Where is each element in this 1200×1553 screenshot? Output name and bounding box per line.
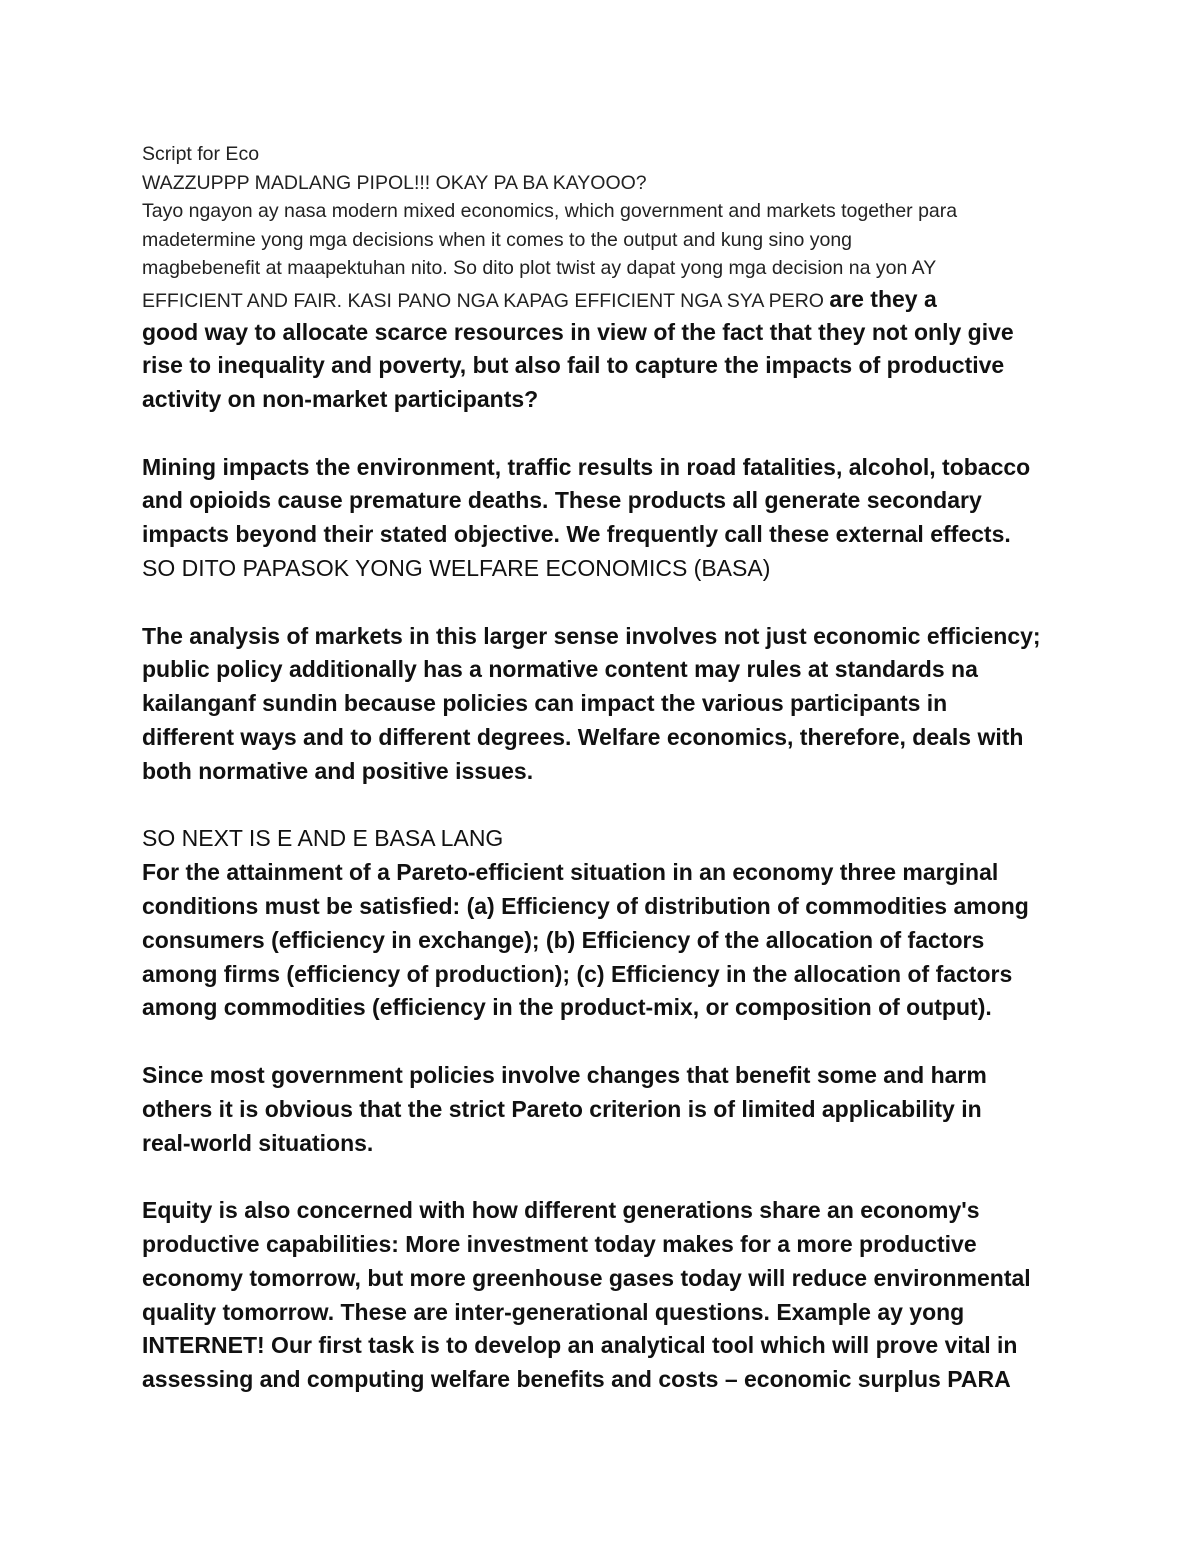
paragraph-gap [142,1025,1072,1059]
paragraph-gap [142,417,1072,451]
paragraph-line: Equity is also concerned with how different generations share an economy's [142,1197,980,1224]
intro-line: madetermine yong mga decisions when it comes to the output and kung sino yong [142,228,853,251]
paragraph-line: public policy additionally has a normative content may rules at standards na [142,656,978,683]
paragraph-line: and opioids cause premature deaths. These products all generate secondary [142,487,982,514]
paragraph-gap [142,789,1072,823]
paragraph-line: The analysis of markets in this larger sense involves not just economic efficiency; [142,622,1041,649]
greeting-line: WAZZUPPP MADLANG PIPOL!!! OKAY PA BA KAYOOO? [142,171,647,194]
document-title: Script for Eco [142,143,260,165]
document-body [142,140,1072,1397]
mixed-line-plain: EFFICIENT AND FAIR. KASI PANO NGA KAPAG EFFICIENT NGA SYA PERO [142,289,830,312]
paragraph-line: both normative and positive issues. [142,757,534,784]
paragraph-line: rise to inequality and poverty, but also fail to capture the impacts of productive [142,352,1005,379]
paragraph-line: activity on non-market participants? [142,386,539,413]
paragraph-line: Since most government policies involve changes that benefit some and harm [142,1062,987,1089]
equity-paragraph [142,1194,1072,1397]
paragraph-line: impacts beyond their stated objective. We frequently call these external effects. [142,521,1011,548]
paragraph-line: different ways and to different degrees. Welfare economics, therefore, deals with [142,724,1024,751]
paragraph-line: INTERNET! Our first task is to develop an analytical tool which will prove vital in [142,1332,1018,1359]
paragraph-line: assessing and computing welfare benefits and costs – economic surplus PARA [142,1366,1011,1393]
welfare-heading: SO DITO PAPASOK YONG WELFARE ECONOMICS (BASA) [142,555,771,582]
question-paragraph [142,316,1072,417]
paragraph-line: economy tomorrow, but more greenhouse gases today will reduce environmental [142,1264,1031,1291]
paragraph-line: conditions must be satisfied: (a) Efficiency of distribution of commodities among [142,893,1029,920]
paragraph-line: Mining impacts the environment, traffic results in road fatalities, alcohol, tobacco [142,453,1031,480]
paragraph-line: real-world situations. [142,1129,374,1156]
intro-line: magbebenefit at maapektuhan nito. So dito plot twist ay dapat yong mga decision na yon AY [142,257,937,279]
intro-section [142,140,1072,283]
paragraph-line: kailanganf sundin because policies can impact the various participants in [142,690,948,717]
pareto-paragraph [142,822,1072,1025]
paragraph-line: among firms (efficiency of production); (c) Efficiency in the allocation of factors [142,960,1013,987]
policy-paragraph [142,1059,1072,1160]
paragraph-gap [142,586,1072,620]
intro-line: Tayo ngayon ay nasa modern mixed economics, which government and markets together para [142,200,958,222]
externalities-paragraph [142,451,1072,586]
mixed-line-bold: are they a [829,285,937,312]
paragraph-line: For the attainment of a Pareto-efficient situation in an economy three marginal [142,859,999,886]
paragraph-line: others it is obvious that the strict Pareto criterion is of limited applicability in [142,1095,982,1122]
paragraph-line: among commodities (efficiency in the product-mix, or composition of output). [142,994,992,1021]
analysis-paragraph [142,620,1072,789]
paragraph-gap [142,1160,1072,1194]
paragraph-line: good way to allocate scarce resources in view of the fact that they not only give [142,318,1014,345]
paragraph-line: consumers (efficiency in exchange); (b) Efficiency of the allocation of factors [142,926,985,953]
mixed-line [142,283,1072,316]
paragraph-line: productive capabilities: More investment today makes for a more productive [142,1231,977,1258]
next-heading: SO NEXT IS E AND E BASA LANG [142,825,504,852]
paragraph-line: quality tomorrow. These are inter-generational questions. Example ay yong [142,1298,965,1325]
